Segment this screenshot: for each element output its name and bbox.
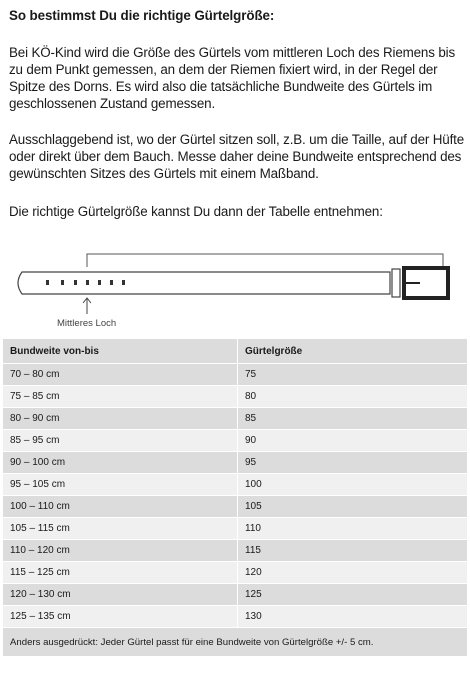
- belt-hole: [122, 280, 125, 285]
- cell-size: 120: [238, 562, 468, 584]
- belt-holes: [46, 280, 125, 285]
- cell-waist: 125 – 135 cm: [3, 606, 238, 628]
- cell-size: 85: [238, 408, 468, 430]
- belt-hole: [86, 280, 89, 285]
- table-row: [3, 584, 468, 606]
- belt-illustration: [0, 238, 470, 318]
- table-row: [3, 540, 468, 562]
- cell-waist: 85 – 95 cm: [3, 430, 238, 452]
- belt-keeper: [392, 269, 400, 297]
- table-header-row: [3, 339, 468, 364]
- cell-size: 110: [238, 518, 468, 540]
- table-row: [3, 496, 468, 518]
- paragraph-fit: Ausschlaggebend ist, wo der Gürtel sitzen soll, z.B. um die Taille, auf der Hüfte oder direkt über dem Bauch. Messe daher deine Bundweite entsprechend des gewünschten Sitzes des Gürtels mit einem Maßband.: [9, 132, 465, 181]
- table-row: [3, 408, 468, 430]
- table-footer-row: [3, 628, 468, 657]
- cell-size: 95: [238, 452, 468, 474]
- header-belt-size: Gürtelgröße: [238, 339, 468, 364]
- measurement-bracket: [87, 254, 443, 267]
- cell-waist: 110 – 120 cm: [3, 540, 238, 562]
- cell-waist: 95 – 105 cm: [3, 474, 238, 496]
- table-row: [3, 474, 468, 496]
- page-heading: So bestimmst Du die richtige Gürtelgröße:: [9, 8, 275, 23]
- cell-waist: 70 – 80 cm: [3, 364, 238, 386]
- table-row: [3, 386, 468, 408]
- belt-hole: [110, 280, 113, 285]
- belt-hole: [98, 280, 101, 285]
- paragraph-table-intro: Die richtige Gürtelgröße kannst Du dann der Tabelle entnehmen:: [9, 204, 383, 219]
- cell-size: 100: [238, 474, 468, 496]
- cell-waist: 90 – 100 cm: [3, 452, 238, 474]
- cell-waist: 80 – 90 cm: [3, 408, 238, 430]
- cell-waist: 120 – 130 cm: [3, 584, 238, 606]
- cell-size: 90: [238, 430, 468, 452]
- cell-size: 130: [238, 606, 468, 628]
- belt-strap: [18, 272, 390, 294]
- cell-waist: 75 – 85 cm: [3, 386, 238, 408]
- belt-hole: [61, 280, 64, 285]
- table-row: [3, 364, 468, 386]
- cell-size: 105: [238, 496, 468, 518]
- cell-waist: 115 – 125 cm: [3, 562, 238, 584]
- cell-size: 125: [238, 584, 468, 606]
- table-row: [3, 430, 468, 452]
- header-waist: Bundweite von-bis: [3, 339, 238, 364]
- size-table: [2, 338, 468, 657]
- belt-hole: [46, 280, 49, 285]
- cell-size: 75: [238, 364, 468, 386]
- cell-waist: 105 – 115 cm: [3, 518, 238, 540]
- table-row: [3, 606, 468, 628]
- belt-hole: [74, 280, 77, 285]
- middle-hole-label: Mittleres Loch: [57, 318, 117, 329]
- cell-waist: 100 – 110 cm: [3, 496, 238, 518]
- table-row: [3, 452, 468, 474]
- cell-size: 115: [238, 540, 468, 562]
- cell-size: 80: [238, 386, 468, 408]
- paragraph-measurement: Bei KÖ-Kind wird die Größe des Gürtels vom mittleren Loch des Riemens bis zu dem Punkt gemessen, an dem der Riemen fixiert wird, in der Regel der Spitze des Dorns. Es wird also die tatsächliche Bundweite des Gürtels im geschlossenen Zustand gemessen.: [9, 45, 455, 111]
- table-footer-note: Anders ausgedrückt: Jeder Gürtel passt für eine Bundweite von Gürtelgröße +/- 5 cm.: [3, 628, 468, 657]
- table-row: [3, 518, 468, 540]
- table-row: [3, 562, 468, 584]
